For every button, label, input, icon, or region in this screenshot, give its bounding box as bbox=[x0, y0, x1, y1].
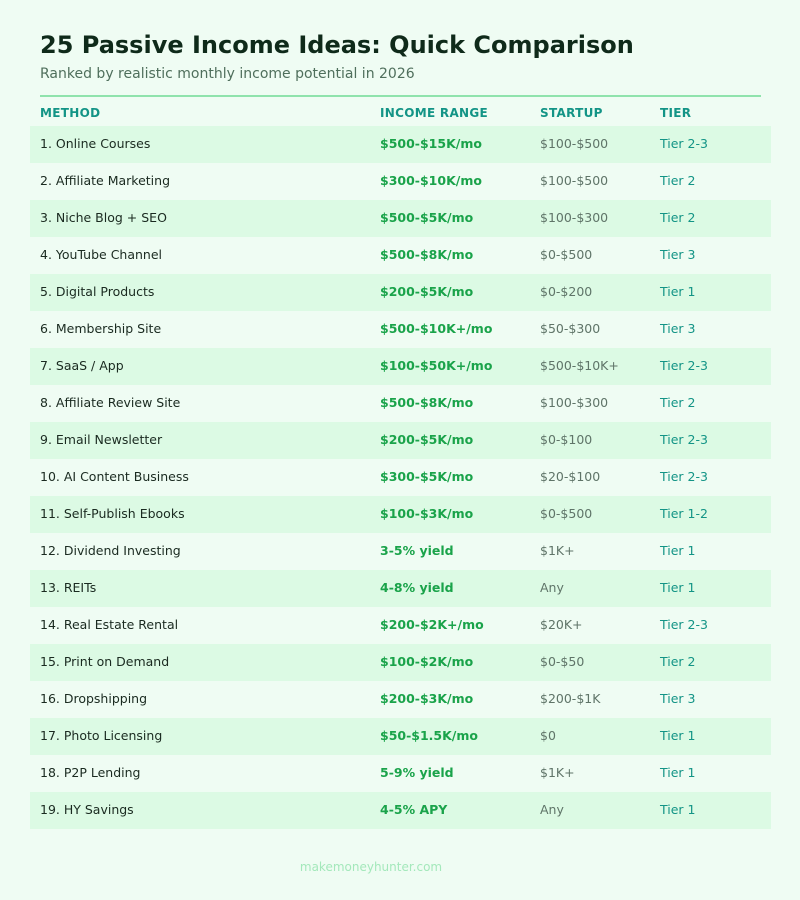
startup-cost-cell: $1K+ bbox=[540, 765, 575, 780]
startup-cost-cell: $100-$300 bbox=[540, 210, 609, 225]
table-row bbox=[30, 311, 771, 348]
table-row bbox=[30, 422, 771, 459]
tier-cell: Tier 3 bbox=[660, 691, 696, 706]
income-range-cell: $500-$5K/mo bbox=[380, 210, 474, 225]
tier-cell: Tier 2 bbox=[660, 173, 696, 188]
startup-cost-cell: $0-$200 bbox=[540, 284, 593, 299]
income-range-cell: 3-5% yield bbox=[380, 543, 454, 558]
tier-cell: Tier 1 bbox=[660, 543, 696, 558]
income-range-cell: $100-$2K/mo bbox=[380, 654, 474, 669]
tier-cell: Tier 2-3 bbox=[660, 432, 708, 447]
method-cell: 1. Online Courses bbox=[40, 136, 151, 151]
tier-cell: Tier 1 bbox=[660, 802, 696, 817]
income-range-cell: $200-$5K/mo bbox=[380, 284, 474, 299]
tier-cell: Tier 2 bbox=[660, 395, 696, 410]
method-cell: 7. SaaS / App bbox=[40, 358, 124, 373]
income-range-cell: $100-$3K/mo bbox=[380, 506, 474, 521]
method-cell: 18. P2P Lending bbox=[40, 765, 141, 780]
table-row bbox=[30, 644, 771, 681]
startup-cost-cell: Any bbox=[540, 580, 564, 595]
startup-cost-cell: $500-$10K+ bbox=[540, 358, 619, 373]
startup-cost-cell: $50-$300 bbox=[540, 321, 601, 336]
income-range-cell: $100-$50K+/mo bbox=[380, 358, 493, 373]
page-subtitle: Ranked by realistic monthly income potential in 2026 bbox=[40, 66, 415, 82]
table-row bbox=[30, 237, 771, 274]
tier-cell: Tier 2-3 bbox=[660, 469, 708, 484]
tier-cell: Tier 3 bbox=[660, 321, 696, 336]
startup-cost-cell: $0-$500 bbox=[540, 506, 593, 521]
tier-cell: Tier 1 bbox=[660, 765, 696, 780]
method-cell: 11. Self-Publish Ebooks bbox=[40, 506, 185, 521]
method-cell: 9. Email Newsletter bbox=[40, 432, 163, 447]
income-range-cell: 4-5% APY bbox=[380, 802, 448, 817]
tier-cell: Tier 2-3 bbox=[660, 358, 708, 373]
startup-cost-cell: $20-$100 bbox=[540, 469, 601, 484]
table-row bbox=[30, 681, 771, 718]
column-header-income-range: INCOME RANGE bbox=[380, 106, 489, 120]
table-row bbox=[30, 126, 771, 163]
tier-cell: Tier 1 bbox=[660, 728, 696, 743]
table-row bbox=[30, 200, 771, 237]
method-cell: 15. Print on Demand bbox=[40, 654, 170, 669]
footer-source: makemoneyhunter.com bbox=[299, 860, 443, 874]
table-row bbox=[30, 755, 771, 792]
startup-cost-cell: $0 bbox=[540, 728, 556, 743]
tier-cell: Tier 1-2 bbox=[660, 506, 708, 521]
table-row bbox=[30, 274, 771, 311]
income-range-cell: 4-8% yield bbox=[380, 580, 454, 595]
startup-cost-cell: $200-$1K bbox=[540, 691, 601, 706]
table-row bbox=[30, 385, 771, 422]
tier-cell: Tier 2 bbox=[660, 210, 696, 225]
income-range-cell: $200-$2K+/mo bbox=[380, 617, 484, 632]
method-cell: 12. Dividend Investing bbox=[40, 543, 181, 558]
table-row bbox=[30, 348, 771, 385]
method-cell: 19. HY Savings bbox=[40, 802, 134, 817]
column-header-method: METHOD bbox=[40, 106, 101, 120]
startup-cost-cell: $100-$500 bbox=[540, 136, 609, 151]
table-body bbox=[30, 126, 771, 829]
income-range-cell: $50-$1.5K/mo bbox=[380, 728, 478, 743]
startup-cost-cell: $20K+ bbox=[540, 617, 583, 632]
table-row bbox=[30, 570, 771, 607]
tier-cell: Tier 2 bbox=[660, 654, 696, 669]
income-range-cell: $200-$5K/mo bbox=[380, 432, 474, 447]
method-cell: 5. Digital Products bbox=[40, 284, 155, 299]
income-range-cell: $300-$5K/mo bbox=[380, 469, 474, 484]
method-cell: 14. Real Estate Rental bbox=[40, 617, 179, 632]
income-range-cell: 5-9% yield bbox=[380, 765, 454, 780]
table-row bbox=[30, 718, 771, 755]
table-row bbox=[30, 459, 771, 496]
table-row bbox=[30, 607, 771, 644]
table-row bbox=[30, 496, 771, 533]
tier-cell: Tier 1 bbox=[660, 284, 696, 299]
table-row bbox=[30, 533, 771, 570]
method-cell: 10. AI Content Business bbox=[40, 469, 189, 484]
income-range-cell: $500-$10K+/mo bbox=[380, 321, 493, 336]
tier-cell: Tier 3 bbox=[660, 247, 696, 262]
startup-cost-cell: $0-$50 bbox=[540, 654, 585, 669]
table-header bbox=[30, 98, 771, 126]
method-cell: 3. Niche Blog + SEO bbox=[40, 210, 167, 225]
method-cell: 17. Photo Licensing bbox=[40, 728, 163, 743]
header-divider bbox=[40, 95, 761, 97]
comparison-table bbox=[30, 98, 771, 829]
page-title: 25 Passive Income Ideas: Quick Comparison bbox=[40, 31, 634, 59]
startup-cost-cell: $1K+ bbox=[540, 543, 575, 558]
tier-cell: Tier 2-3 bbox=[660, 136, 708, 151]
table-row bbox=[30, 163, 771, 200]
income-range-cell: $200-$3K/mo bbox=[380, 691, 474, 706]
method-cell: 2. Affiliate Marketing bbox=[40, 173, 171, 188]
method-cell: 8. Affiliate Review Site bbox=[40, 395, 181, 410]
column-header-startup: STARTUP bbox=[540, 106, 603, 120]
method-cell: 6. Membership Site bbox=[40, 321, 162, 336]
income-range-cell: $500-$15K/mo bbox=[380, 136, 482, 151]
startup-cost-cell: $100-$500 bbox=[540, 173, 609, 188]
startup-cost-cell: Any bbox=[540, 802, 564, 817]
column-header-tier: TIER bbox=[660, 106, 692, 120]
startup-cost-cell: $100-$300 bbox=[540, 395, 609, 410]
income-range-cell: $500-$8K/mo bbox=[380, 395, 474, 410]
method-cell: 13. REITs bbox=[40, 580, 97, 595]
startup-cost-cell: $0-$100 bbox=[540, 432, 593, 447]
income-range-cell: $300-$10K/mo bbox=[380, 173, 482, 188]
tier-cell: Tier 1 bbox=[660, 580, 696, 595]
startup-cost-cell: $0-$500 bbox=[540, 247, 593, 262]
income-range-cell: $500-$8K/mo bbox=[380, 247, 474, 262]
tier-cell: Tier 2-3 bbox=[660, 617, 708, 632]
method-cell: 4. YouTube Channel bbox=[40, 247, 163, 262]
method-cell: 16. Dropshipping bbox=[40, 691, 148, 706]
table-row bbox=[30, 792, 771, 829]
